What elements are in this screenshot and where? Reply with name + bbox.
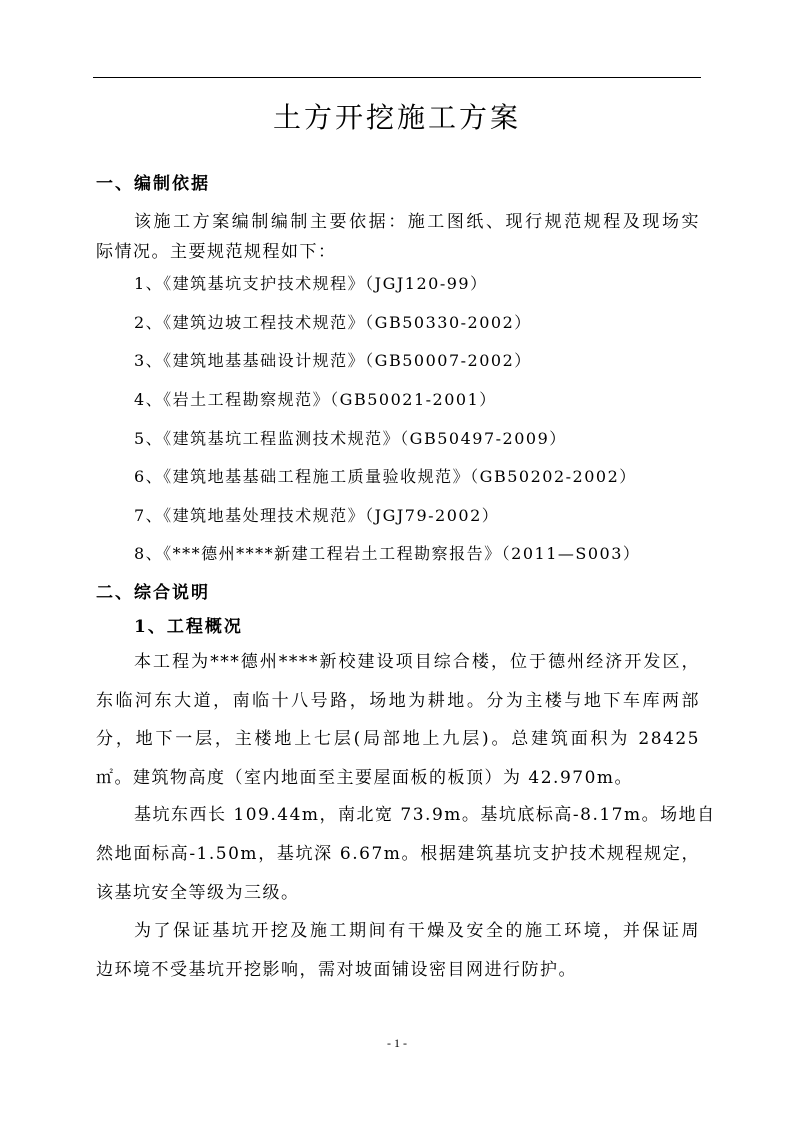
reference-item: 5、《建筑基坑工程监测技术规范》（GB50497-2009）: [134, 429, 567, 448]
paragraph-line: 分，地下一层，主楼地上七层(局部地上九层)。总建筑面积为 28425: [96, 729, 700, 749]
page-number: - 1 -: [387, 1036, 407, 1050]
paragraph-line: 为了保证基坑开挖及施工期间有干燥及安全的施工环境，并保证周: [134, 921, 700, 941]
reference-item: 8、《***德州****新建工程岩土工程勘察报告》（2011—S003）: [134, 544, 641, 563]
page-title: 土方开挖施工方案: [272, 101, 521, 134]
reference-item: 1、《建筑基坑支护技术规程》（JGJ120-99）: [134, 274, 488, 293]
reference-item: 7、《建筑地基处理技术规范》（JGJ79-2002）: [134, 506, 500, 525]
paragraph-line: 该基坑安全等级为三级。: [96, 883, 300, 903]
paragraph-line: ㎡。建筑物高度（室内地面至主要屋面板的板顶）为 42.970m。: [96, 768, 634, 788]
subsection-heading: 1、工程概况: [134, 617, 243, 637]
paragraph-line: 边环境不受基坑开挖影响，需对坡面铺设密目网进行防护。: [96, 960, 577, 980]
paragraph-line: 该施工方案编制编制主要依据：施工图纸、现行规范规程及现场实: [134, 212, 700, 232]
paragraph-line: 东临河东大道，南临十八号路，场地为耕地。分为主楼与地下车库两部: [96, 691, 700, 711]
paragraph-line: 本工程为***德州****新校建设项目综合楼，位于德州经济开发区，: [134, 652, 700, 672]
header-rule: [93, 77, 701, 78]
section-heading-basis: 一、编制依据: [96, 174, 210, 194]
paragraph-line: 基坑东西长 109.44m，南北宽 73.9m。基坑底标高-8.17m。场地自: [134, 805, 716, 825]
paragraph-line: 然地面标高-1.50m，基坑深 6.67m。根据建筑基坑支护技术规程规定，: [96, 844, 700, 864]
reference-item: 4、《岩土工程勘察规范》（GB50021-2001）: [134, 390, 497, 409]
paragraph-line: 际情况。主要规范规程如下：: [96, 242, 337, 262]
section-heading-overview: 二、综合说明: [96, 583, 210, 603]
reference-item: 6、《建筑地基基础工程施工质量验收规范》（GB50202-2002）: [134, 467, 637, 486]
reference-item: 3、《建筑地基基础设计规范》（GB50007-2002）: [134, 351, 532, 370]
reference-item: 2、《建筑边坡工程技术规范》（GB50330-2002）: [134, 313, 532, 332]
